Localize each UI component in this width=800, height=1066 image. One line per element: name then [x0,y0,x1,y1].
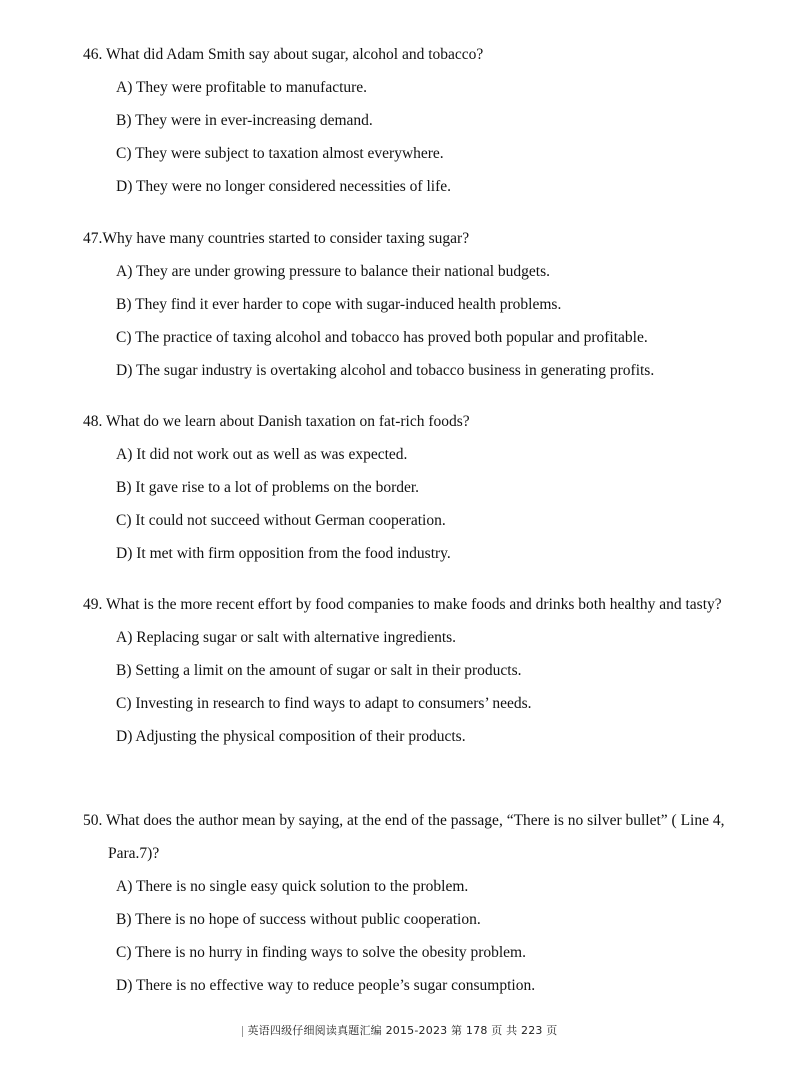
option-c: C) Investing in research to find ways to adapt to consumers’ needs. [116,695,532,712]
option-a: A) Replacing sugar or salt with alternative ingredients. [116,629,457,646]
page-footer [0,1022,800,1038]
option-d: D) They were no longer considered necessities of life. [116,178,451,195]
option-a: A) There is no single easy quick solution to the problem. [116,878,469,895]
option-list [83,870,748,1002]
question-49 [83,588,748,753]
option-a: A) It did not work out as well as was expected. [116,446,408,463]
option-a: A) They were profitable to manufacture. [116,79,368,96]
option-list [83,255,654,387]
footer-text: 英语四级仔细阅读真题汇编 2015-2023 第 178 页 共 223 页 [247,1024,558,1037]
option-b: B) They find it ever harder to cope with sugar-induced health problems. [116,296,562,313]
question-stem: 46. What did Adam Smith say about sugar, alcohol and tobacco? [83,46,484,63]
option-b: B) Setting a limit on the amount of sugar or salt in their products. [116,662,522,679]
option-d: D) It met with firm opposition from the food industry. [116,545,451,562]
option-list [83,71,483,203]
option-c: C) It could not succeed without German cooperation. [116,512,446,529]
question-50 [83,804,748,1002]
option-list [83,621,748,753]
option-b: B) It gave rise to a lot of problems on the border. [116,479,420,496]
option-d: D) Adjusting the physical composition of their products. [116,728,466,745]
option-a: A) They are under growing pressure to balance their national budgets. [116,263,550,280]
question-stem: 48. What do we learn about Danish taxation on fat-rich foods? [83,413,470,430]
question-48 [83,405,470,570]
option-c: C) There is no hurry in finding ways to solve the obesity problem. [116,944,526,961]
option-c: C) The practice of taxing alcohol and tobacco has proved both popular and profitable. [116,329,648,346]
question-46 [83,38,483,203]
option-d: D) There is no effective way to reduce people’s sugar consumption. [116,977,536,994]
question-stem: 50. What does the author mean by saying, at the end of the passage, “There is no silver bullet” ( Line 4, Para.7)? [83,812,725,862]
question-47 [83,222,654,387]
option-c: C) They were subject to taxation almost everywhere. [116,145,444,162]
option-b: B) There is no hope of success without public cooperation. [116,911,481,928]
footer-divider [242,1026,243,1037]
question-stem: 49. What is the more recent effort by food companies to make foods and drinks both healthy and tasty? [83,596,722,613]
option-d: D) The sugar industry is overtaking alcohol and tobacco business in generating profits. [116,362,655,379]
option-b: B) They were in ever-increasing demand. [116,112,373,129]
option-list [83,438,470,570]
question-stem: 47.Why have many countries started to consider taxing sugar? [83,230,470,247]
